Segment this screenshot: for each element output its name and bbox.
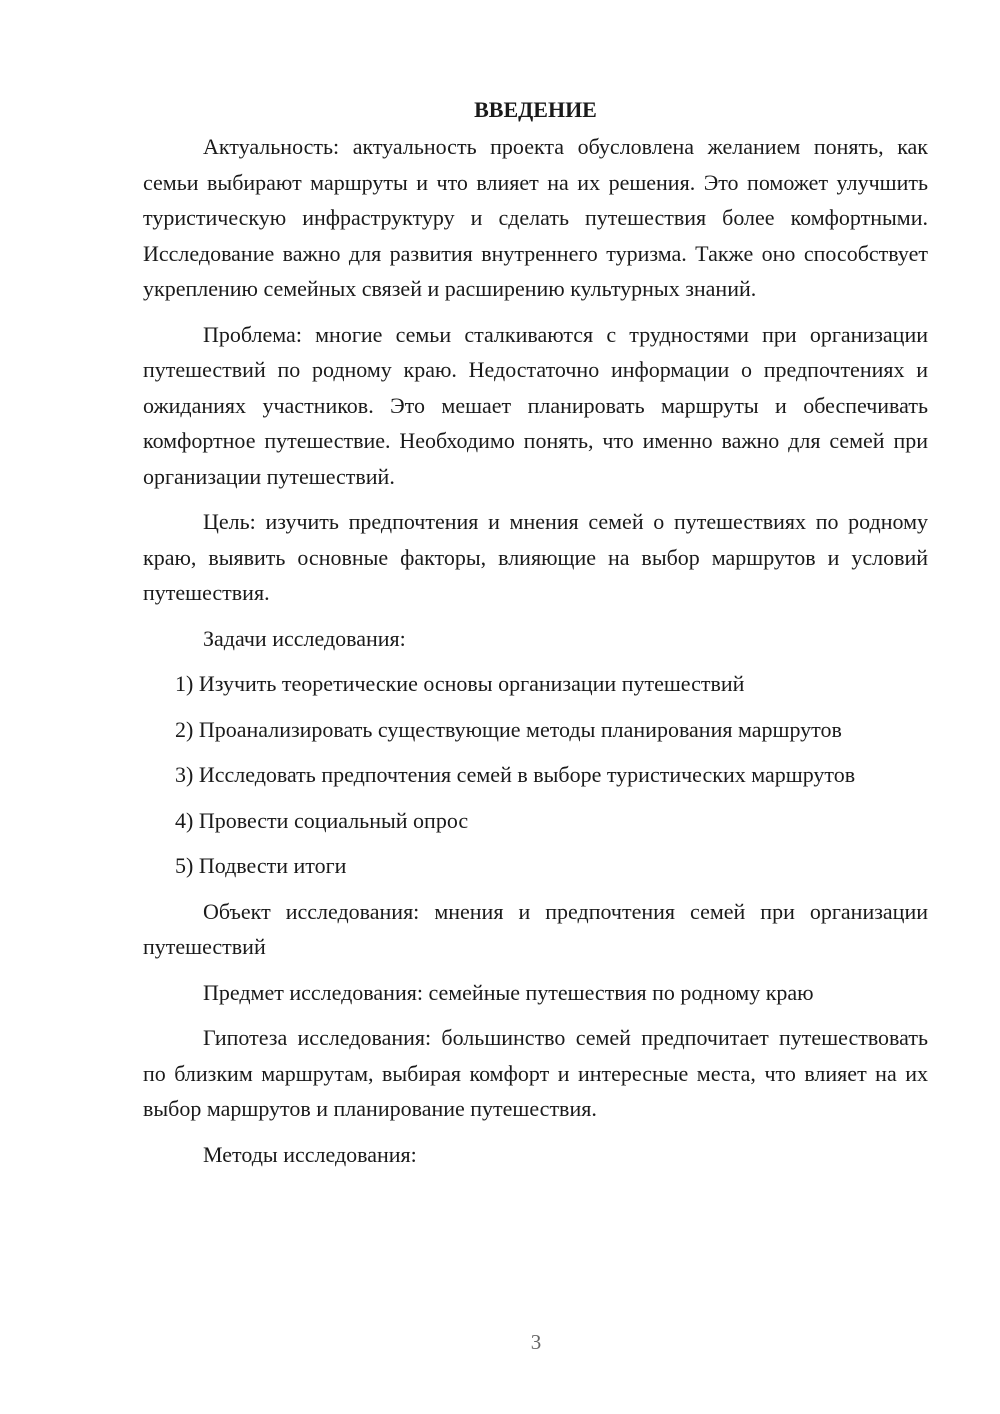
paragraph-object: Объект исследования: мнения и предпочтения семей при организации путешествий: [143, 898, 928, 959]
section-title: ВВЕДЕНИЕ: [474, 97, 597, 122]
paragraph-problem: Проблема: многие семьи сталкиваются с трудностями при организации путешествий по родному краю. Недостаточно информации о предпочтениях и ожиданиях участников. Это мешает планировать маршруты и обеспечивать комфортное путешествие. Необходимо понять, что именно важно для семей при организации путешествий.: [143, 321, 928, 489]
task-item-3: 3) Исследовать предпочтения семей в выборе туристических маршрутов: [175, 762, 856, 787]
paragraph-hypothesis: Гипотеза исследования: большинство семей предпочитает путешествовать по близким маршрутам, выбирая комфорт и интересные места, что влияет на их выбор маршрутов и планирование путешествия.: [143, 1025, 928, 1121]
paragraph-subject: Предмет исследования: семейные путешествия по родному краю: [203, 979, 814, 1005]
task-item-2: 2) Проанализировать существующие методы планирования маршрутов: [175, 716, 842, 742]
paragraph-goal: Цель: изучить предпочтения и мнения семей о путешествиях по родному краю, выявить основные факторы, влияющие на выбор маршрутов и условий путешествия.: [143, 509, 928, 605]
page-number: 3: [530, 1330, 542, 1354]
task-item-5: 5) Подвести итоги: [175, 853, 347, 878]
tasks-heading: Задачи исследования:: [203, 625, 406, 651]
task-item-4: 4) Провести социальный опрос: [175, 807, 469, 833]
paragraph-relevance: Актуальность: актуальность проекта обусловлена желанием понять, как семьи выбирают маршруты и что влияет на их решения. Это поможет улучшить туристическую инфраструктуру и сделать путешествия более комфортными. Исследование важно для развития внутреннего туризма. Также оно способствует укреплению семейных связей и расширению культурных знаний.: [143, 134, 928, 301]
document-page: [143, 92, 928, 1182]
methods-heading: Методы исследования:: [203, 1141, 417, 1167]
task-item-1: 1) Изучить теоретические основы организации путешествий: [175, 671, 745, 696]
